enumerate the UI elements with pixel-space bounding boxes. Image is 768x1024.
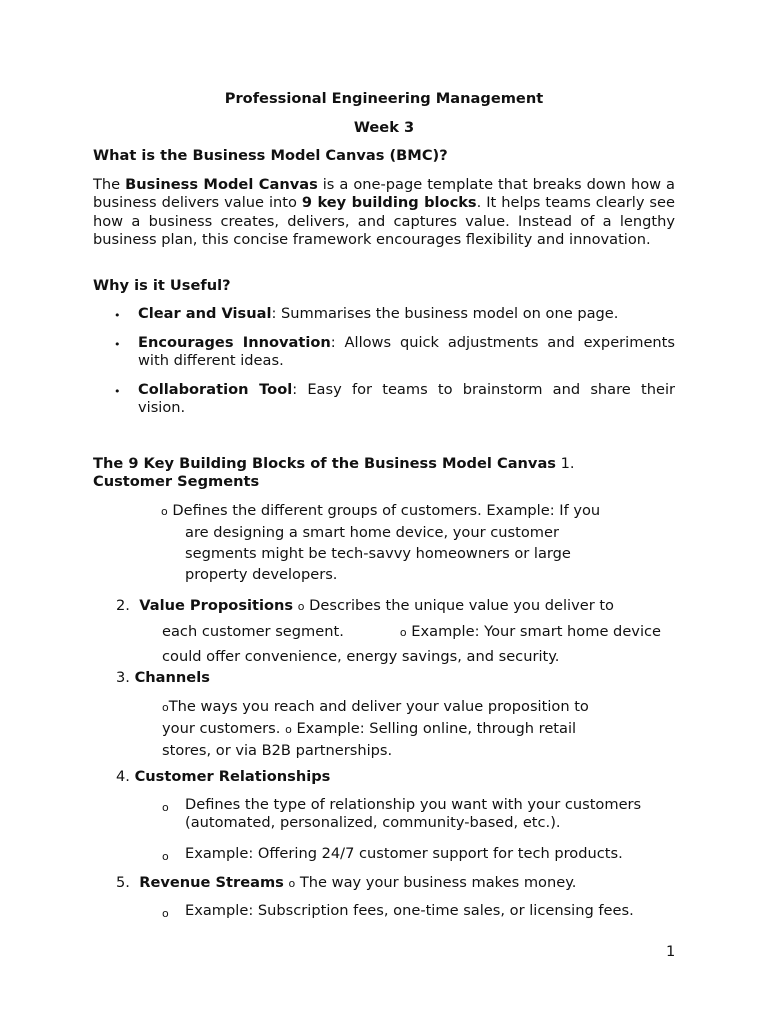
block-title-revenue-streams: Revenue Streams	[139, 874, 284, 891]
block1-line: Defines the different groups of customers. Example: If you	[172, 502, 601, 519]
bmc-heading: What is the Business Model Canvas (BMC)?	[93, 147, 448, 164]
sub-bullet-icon: o	[288, 877, 296, 890]
list-item-label: Encourages Innovation	[138, 334, 331, 351]
block3-description	[162, 696, 682, 761]
block4-item1	[185, 796, 685, 833]
sub-bullet-icon: o	[162, 701, 169, 714]
block1-line: are designing a smart home device, your customer	[185, 524, 559, 541]
block3-text: stores, or via B2B partnerships.	[162, 742, 393, 759]
sub-bullet-icon: o	[399, 625, 407, 639]
block2-line2	[116, 620, 661, 646]
block2-value-propositions	[116, 594, 676, 670]
bullet-icon: •	[114, 309, 121, 322]
bullet-icon: •	[114, 385, 121, 398]
block5-text: The way your business makes money.	[299, 874, 577, 891]
list-item-encourages-innovation	[138, 334, 675, 371]
block1-line: property developers.	[185, 566, 338, 583]
intro-text-2: is a one-page template that breaks down how a business delivers value into	[93, 176, 675, 212]
list-item-text: : Summarises the business model on one page.	[271, 305, 619, 322]
block-title-customer-segments: Customer Segments	[93, 473, 260, 491]
block-title-value-propositions: Value Propositions	[139, 597, 294, 614]
block2-text: Example: Your smart home device	[411, 622, 661, 640]
intro-bold-2: 9 key building blocks	[301, 194, 477, 212]
list-item-label: Collaboration Tool	[138, 381, 293, 398]
block4-text: Defines the type of relationship you want with your customers	[185, 796, 642, 813]
block-number-5: 5.	[116, 874, 130, 891]
why-useful-heading: Why is it Useful?	[93, 277, 231, 294]
page-number: 1	[666, 943, 676, 960]
sub-bullet-icon: o	[162, 850, 169, 863]
bmc-intro-paragraph	[93, 176, 675, 249]
building-blocks-title: The 9 Key Building Blocks of the Business Model Canvas	[93, 455, 556, 472]
intro-bold-1: Business Model Canvas	[125, 176, 318, 193]
block5-heading	[116, 874, 576, 891]
block1-description	[161, 500, 681, 585]
list-item-text: : Allows quick adjustments and experiments with different ideas.	[138, 334, 675, 370]
block3-heading	[116, 669, 210, 686]
block5-item1: Example: Subscription fees, one-time sales, or licensing fees.	[185, 902, 634, 919]
sub-bullet-icon: o	[297, 600, 305, 613]
building-blocks-heading	[93, 455, 683, 492]
list-item-text: : Easy for teams to brainstorm and share their vision.	[138, 381, 675, 417]
sub-bullet-icon: o	[162, 801, 169, 814]
block-title-customer-relationships: Customer Relationships	[134, 768, 331, 785]
block3-text: your customers.	[162, 720, 281, 737]
list-item-collaboration-tool	[138, 381, 675, 418]
list-item-label: Clear and Visual	[138, 305, 272, 322]
sub-bullet-icon: o	[285, 723, 292, 736]
block-number-2: 2.	[116, 597, 130, 614]
week-label: Week 3	[353, 119, 415, 136]
block2-text: each customer segment.	[162, 622, 344, 640]
block2-line3: could offer convenience, energy savings, and security.	[162, 648, 560, 665]
block-title-channels: Channels	[134, 669, 210, 686]
block3-text: The ways you reach and deliver your value proposition to	[168, 698, 589, 715]
course-title: Professional Engineering Management	[224, 90, 544, 107]
block4-heading	[116, 768, 330, 785]
block-number-4: 4.	[116, 768, 130, 785]
block-number-1: 1.	[555, 455, 575, 472]
sub-bullet-icon: o	[161, 505, 168, 518]
block3-text: Example: Selling online, through retail	[296, 720, 577, 737]
sub-bullet-icon: o	[162, 907, 169, 920]
block2-text: Describes the unique value you deliver to	[309, 597, 614, 614]
list-item-clear-visual	[138, 305, 675, 323]
intro-text-1: The	[93, 176, 126, 193]
block4-item2: Example: Offering 24/7 customer support for tech products.	[185, 845, 623, 862]
block1-line: segments might be tech-savvy homeowners or large	[185, 545, 571, 562]
block2-line1	[116, 594, 661, 620]
bullet-icon: •	[114, 338, 121, 351]
intro-text-3: . It helps teams clearly see how a business creates, delivers, and captures value. Instead of a lengthy business plan, this concise framework encourages flexibility and innovation.	[93, 194, 675, 248]
block4-text: (automated, personalized, community-based, etc.).	[185, 814, 561, 832]
block-number-3: 3.	[116, 669, 130, 686]
